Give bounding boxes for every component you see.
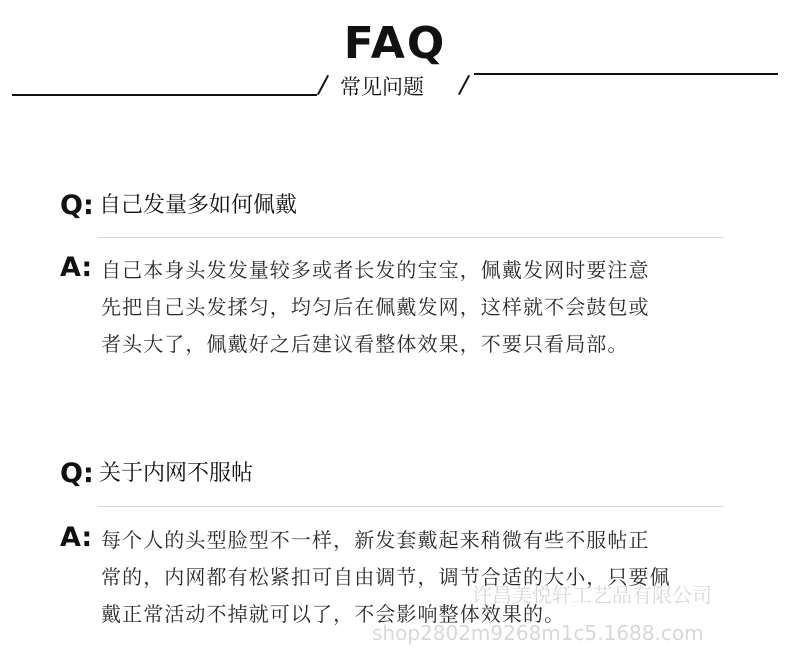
- header-slash-left: [317, 75, 329, 95]
- question-text: 关于内网不服帖: [99, 461, 254, 486]
- answer-line: 先把自己头发揉匀，均匀后在佩戴发网，这样就不会鼓包或: [101, 295, 650, 319]
- qa-divider: [98, 237, 723, 238]
- answer-line: 者头大了，佩戴好之后建议看整体效果，不要只看局部。: [101, 332, 629, 356]
- question-text: 自己发量多如何佩戴: [99, 193, 298, 218]
- faq-title: FAQ: [343, 18, 447, 69]
- answer-mark: A:: [60, 522, 93, 553]
- answer-line: 每个人的头型脸型不一样，新发套戴起来稍微有些不服帖正: [101, 528, 650, 552]
- answer-text: [101, 522, 741, 633]
- header-divider-right: [474, 73, 778, 75]
- answer-line: 自己本身头发发量较多或者长发的宝宝，佩戴发网时要注意: [101, 258, 650, 282]
- question-mark: Q:: [60, 190, 94, 221]
- header-divider-left: [12, 94, 317, 96]
- faq-subtitle: 常见问题: [340, 75, 424, 99]
- answer-line: 常的，内网都有松紧扣可自由调节，调节合适的大小，只要佩: [101, 565, 671, 589]
- question-mark: Q:: [60, 458, 94, 489]
- watermark-url: shop2802m9268m1c5.1688.com: [372, 621, 704, 645]
- answer-text: [101, 252, 741, 363]
- qa-divider: [98, 506, 723, 507]
- watermark-shop-name: 许昌美悦轩工艺品有限公司: [472, 583, 712, 607]
- answer-line: 戴正常活动不掉就可以了，不会影响整体效果的。: [101, 602, 566, 626]
- answer-mark: A:: [60, 252, 93, 283]
- header-slash-right: [458, 75, 470, 95]
